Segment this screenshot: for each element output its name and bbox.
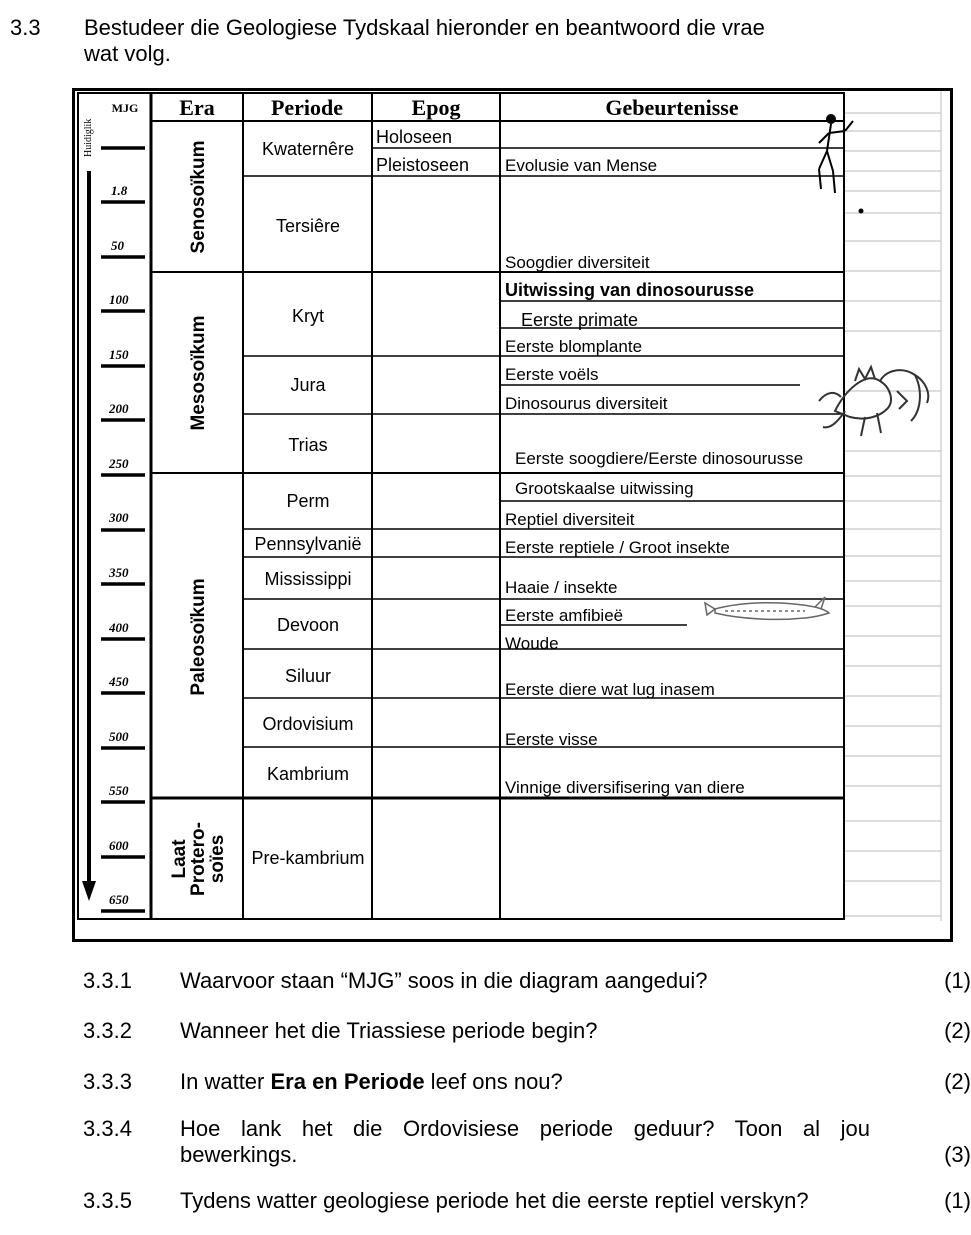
subquestion-bold-text: Era en Periode xyxy=(270,1069,425,1094)
mjg-scale xyxy=(82,119,145,911)
question-text: Bestudeer die Geologiese Tydskaal hieronder en beantwoord die vrae wat volg. xyxy=(84,15,765,66)
human-figure-icon xyxy=(819,115,863,213)
scale-label: 300 xyxy=(109,510,129,525)
period-kwaternere: Kwaternêre xyxy=(261,139,355,159)
subquestion-3-3-2 xyxy=(83,1018,971,1046)
scale-label: 450 xyxy=(109,674,129,689)
event-row: Vinnige diversifisering van diere xyxy=(505,778,745,797)
period-names xyxy=(251,139,364,868)
geological-time-scale-figure xyxy=(72,88,953,942)
subquestion-number: 3.3.5 xyxy=(83,1188,132,1213)
scale-label: 600 xyxy=(109,838,129,853)
subquestion-number: 3.3.1 xyxy=(83,968,132,993)
scale-label: 150 xyxy=(109,347,129,362)
period-perm: Perm xyxy=(286,491,330,511)
era-names xyxy=(169,141,228,896)
event-row: Eerste visse xyxy=(505,730,598,749)
ruled-lines xyxy=(845,91,941,921)
scale-label: 100 xyxy=(109,292,129,307)
subquestion-3-3-5 xyxy=(83,1188,971,1216)
era-laat-proterosoies-line1: Laat xyxy=(169,839,190,879)
scale-label: 350 xyxy=(109,565,129,580)
subquestion-marks: (1) xyxy=(944,1188,971,1213)
subquestion-text: In watter Era en Periode leef ons nou? xyxy=(180,1069,563,1094)
event-row: Dinosourus diversiteit xyxy=(505,394,668,413)
subquestion-text: Wanneer het die Triassiese periode begin? xyxy=(180,1018,598,1043)
epog-header: Epog xyxy=(411,95,461,120)
event-row: Grootskaalse uitwissing xyxy=(515,479,694,498)
subquestion-text: Hoe lank het die Ordovisiese periode geduur? Toon al jou bewerkings. xyxy=(180,1116,870,1167)
period-kryt: Kryt xyxy=(291,306,325,326)
period-kambrium: Kambrium xyxy=(266,764,350,784)
scale-label: 650 xyxy=(109,892,129,907)
subquestion-3-3-1 xyxy=(83,968,971,996)
era-laat-proterosoies-line3: soïes xyxy=(207,834,228,884)
epoch-holoseen: Holoseen xyxy=(376,127,453,147)
epoch-names xyxy=(376,127,469,175)
period-ordovisium: Ordovisium xyxy=(262,714,354,734)
huidiglik-label: Huidiglik xyxy=(83,118,94,157)
time-scale-table xyxy=(75,91,950,939)
event-row: Eerste soogdiere/Eerste dinosourusse xyxy=(515,449,804,468)
era-laat-proterosoies-line2: Protero- xyxy=(188,822,209,896)
period-mississippi: Mississippi xyxy=(264,569,352,589)
dinosaur-icon xyxy=(819,367,928,436)
event-row: Reptiel diversiteit xyxy=(505,510,635,529)
subquestion-3-3-3 xyxy=(83,1069,971,1097)
era-senosoikum: Senosoïkum xyxy=(188,140,209,254)
event-row: Eerste voëls xyxy=(505,365,599,384)
scale-label: 550 xyxy=(109,783,129,798)
mjg-header: MJG xyxy=(111,101,139,115)
event-row: Eerste blomplante xyxy=(505,337,643,356)
subquestion-marks: (2) xyxy=(944,1069,971,1094)
scale-label: 500 xyxy=(109,729,129,744)
event-row: Eerste reptiele / Groot insekte xyxy=(505,538,730,557)
event-row: Soogdier diversiteit xyxy=(505,253,650,272)
era-header: Era xyxy=(179,95,215,120)
event-row: Evolusie van Mense xyxy=(505,156,658,175)
period-pennsylvanie: Pennsylvanië xyxy=(254,534,362,554)
event-row: Woude xyxy=(505,634,559,653)
fish-icon xyxy=(705,597,829,619)
period-tersiere: Tersiêre xyxy=(275,216,341,236)
gebeurtenisse-header: Gebeurtenisse xyxy=(605,95,739,120)
subquestion-marks: (2) xyxy=(944,1018,971,1043)
event-row: Eerste diere wat lug inasem xyxy=(505,680,715,699)
question-number: 3.3 xyxy=(10,15,41,40)
subquestion-number: 3.3.3 xyxy=(83,1069,132,1094)
period-jura: Jura xyxy=(290,375,326,395)
scale-label: 400 xyxy=(109,620,129,635)
event-row: Eerste amfibieë xyxy=(505,606,624,625)
subquestion-number: 3.3.2 xyxy=(83,1018,132,1043)
table-headers xyxy=(112,95,739,120)
event-row: Uitwissing van dinosourusse xyxy=(505,280,755,300)
period-trias: Trias xyxy=(288,435,328,455)
subquestion-number: 3.3.4 xyxy=(83,1116,132,1141)
subquestion-3-3-4 xyxy=(83,1116,971,1172)
scale-label: 200 xyxy=(109,401,129,416)
period-devoon: Devoon xyxy=(276,615,340,635)
scale-label: 50 xyxy=(111,238,124,253)
event-list xyxy=(505,156,803,797)
subquestion-text: Waarvoor staan “MJG” soos in die diagram aangedui? xyxy=(180,968,708,993)
subquestion-text: Tydens watter geologiese periode het die eerste reptiel verskyn? xyxy=(180,1188,809,1213)
scale-label: 250 xyxy=(109,456,129,471)
event-row: Eerste primate xyxy=(521,310,639,330)
periode-header: Periode xyxy=(270,95,344,120)
era-mesosoikum: Mesosoïkum xyxy=(188,315,209,431)
event-row: Haaie / insekte xyxy=(505,578,618,597)
era-paleosoikum: Paleosoïkum xyxy=(188,578,209,696)
epoch-pleistoseen: Pleistoseen xyxy=(376,155,470,175)
period-pre-kambrium: Pre-kambrium xyxy=(251,848,365,868)
subquestion-marks: (1) xyxy=(944,968,971,993)
period-siluur: Siluur xyxy=(284,666,332,686)
scale-label: 1.8 xyxy=(111,183,128,198)
subquestion-marks: (3) xyxy=(944,1142,971,1167)
